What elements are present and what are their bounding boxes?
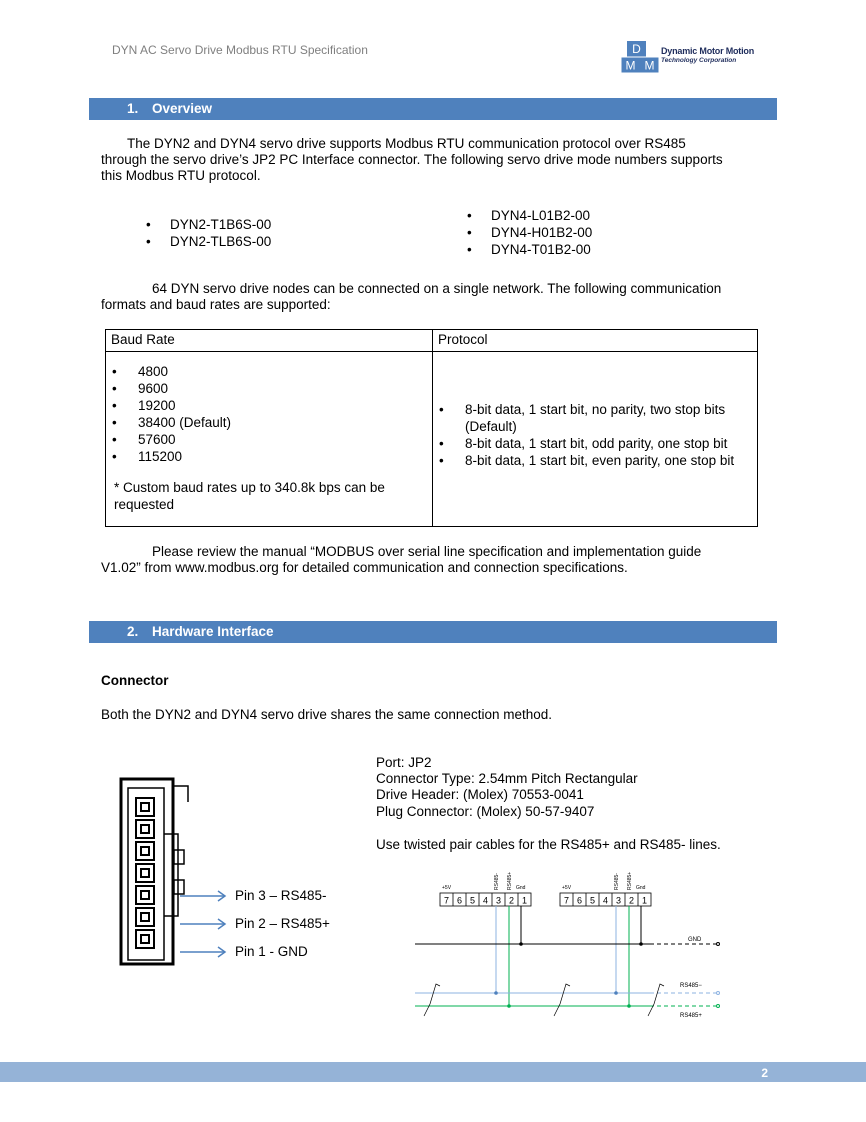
list-item: • 8-bit data, 1 start bit, odd parity, one stop bit	[433, 435, 757, 452]
pin2-label: Pin 2 – RS485+	[235, 916, 330, 931]
drive2-rs485plus-label: RS485+	[627, 871, 633, 890]
table-header-baud-rate: Baud Rate	[106, 330, 433, 352]
logo-letter-m2: M	[644, 58, 655, 73]
rs485-wiring-diagram	[410, 864, 730, 1024]
list-item: • 38400 (Default)	[106, 414, 432, 431]
table-header-protocol: Protocol	[433, 330, 758, 352]
drive1-gnd-label: Gnd	[516, 885, 526, 891]
section-number: 1.	[127, 101, 139, 116]
review-line-2: V1.02” from www.modbus.org for detailed communication and connection specifications.	[101, 560, 628, 575]
nodes-line-2: formats and baud rates are supported:	[101, 297, 331, 312]
twisted-pair-note: Use twisted pair cables for the RS485+ and RS485- lines.	[376, 837, 721, 852]
model-list-dyn2	[146, 216, 271, 250]
drive1-pin-7: 7	[443, 895, 450, 906]
drive2-rs485minus-label: RS485-	[614, 873, 620, 890]
drive2-pin-1: 1	[641, 895, 648, 906]
protocol-list	[433, 401, 757, 469]
list-item: • 4800	[106, 363, 432, 380]
plug-connector: Plug Connector: (Molex) 50-57-9407	[376, 804, 595, 819]
section-title: Hardware Interface	[152, 624, 274, 639]
rs485-plus-line-label: RS485+	[680, 1013, 702, 1019]
drive2-pin-6: 6	[576, 895, 583, 906]
intro-line-1: The DYN2 and DYN4 servo drive supports Modbus RTU communication protocol over RS485	[127, 136, 686, 151]
list-item: • DYN2-T1B6S-00	[146, 216, 271, 233]
list-item: • 8-bit data, 1 start bit, no parity, two stop bits (Default)	[433, 401, 757, 435]
intro-line-2: through the servo drive’s JP2 PC Interface connector. The following servo drive mode numbers supports	[101, 152, 723, 167]
drive1-pin-4: 4	[482, 895, 489, 906]
list-item: • 115200	[106, 448, 432, 465]
drive2-pin-2: 2	[628, 895, 635, 906]
gnd-line-label: GND	[688, 937, 702, 943]
pin1-label: Pin 1 - GND	[235, 944, 308, 959]
baud-rate-list	[106, 363, 432, 465]
section-title: Overview	[152, 101, 213, 116]
connector-type: Connector Type: 2.54mm Pitch Rectangular	[376, 771, 638, 786]
footer-band	[0, 1062, 866, 1082]
section-heading-hardware-interface	[89, 621, 777, 643]
list-item: • 9600	[106, 380, 432, 397]
list-item: • DYN2-TLB6S-00	[146, 233, 271, 250]
drive2-gnd-label: Gnd	[636, 885, 646, 891]
drive2-5v-label: +5V	[562, 885, 572, 891]
drive1-rs485plus-label: RS485+	[507, 871, 513, 890]
drive1-pin-2: 2	[508, 895, 515, 906]
nodes-line-1: 64 DYN servo drive nodes can be connected on a single network. The following communication	[152, 281, 722, 296]
list-item: • DYN4-L01B2-00	[467, 207, 592, 224]
baud-protocol-table	[105, 329, 758, 527]
drive2-pin-7: 7	[563, 895, 570, 906]
connector-port: Port: JP2	[376, 755, 432, 770]
logo-letter-m1: M	[625, 58, 636, 73]
logo-letter-d: D	[632, 42, 641, 56]
logo-company-name: Dynamic Motor Motion	[661, 46, 754, 56]
list-item: • DYN4-T01B2-00	[467, 241, 592, 258]
page-number: 2	[761, 1066, 768, 1080]
drive2-pin-4: 4	[602, 895, 609, 906]
review-line-1: Please review the manual “MODBUS over serial line specification and implementation guide	[152, 544, 702, 559]
pin-arrows	[180, 886, 230, 958]
drive2-pin-3: 3	[615, 895, 622, 906]
list-item: • 57600	[106, 431, 432, 448]
rs485-minus-line-label: RS485−	[680, 983, 702, 989]
model-list-dyn4	[467, 207, 592, 258]
document-header-title: DYN AC Servo Drive Modbus RTU Specification	[112, 43, 368, 57]
shared-connection-text: Both the DYN2 and DYN4 servo drive shares the same connection method.	[101, 707, 552, 722]
drive1-pin-1: 1	[521, 895, 528, 906]
baud-note: * Custom baud rates up to 340.8k bps can be requested	[114, 480, 385, 512]
drive-header: Drive Header: (Molex) 70553-0041	[376, 787, 584, 802]
list-item: • 8-bit data, 1 start bit, even parity, one stop bit	[433, 452, 757, 469]
list-item: • 19200	[106, 397, 432, 414]
drive1-pin-3: 3	[495, 895, 502, 906]
intro-line-3: this Modbus RTU protocol.	[101, 168, 261, 183]
section-number: 2.	[127, 624, 139, 639]
pin3-label: Pin 3 – RS485-	[235, 888, 327, 903]
protocol-cell	[433, 352, 758, 527]
connector-subheading: Connector	[101, 673, 169, 688]
drive1-pin-6: 6	[456, 895, 463, 906]
section-heading-overview	[89, 98, 777, 120]
drive1-rs485minus-label: RS485-	[494, 873, 500, 890]
drive1-pin-5: 5	[469, 895, 476, 906]
baud-rate-cell	[106, 352, 433, 527]
list-item: • DYN4-H01B2-00	[467, 224, 592, 241]
logo-company-subtitle: Technology Corporation	[661, 57, 737, 64]
drive2-pin-5: 5	[589, 895, 596, 906]
drive1-5v-label: +5V	[442, 885, 452, 891]
